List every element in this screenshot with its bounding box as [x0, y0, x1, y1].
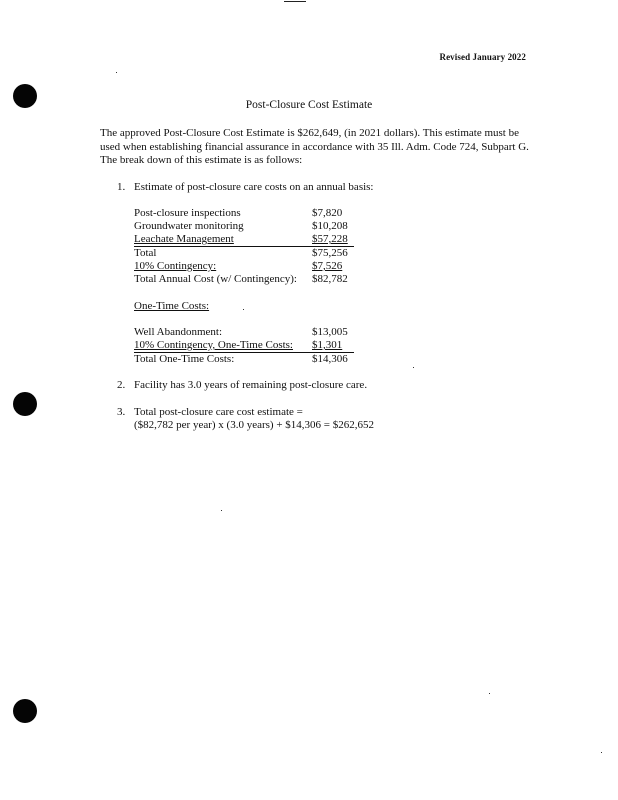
- scan-speck: [116, 72, 117, 73]
- row-value: $10,208: [312, 220, 348, 232]
- table-row-total: [134, 247, 354, 260]
- row-label: Total: [134, 247, 157, 259]
- punch-hole-bottom: [13, 699, 37, 723]
- table-row-onetime-total: [134, 353, 354, 366]
- table-row-groundwater: [134, 220, 354, 233]
- item-text: Estimate of post-closure care costs on an annual basis:: [134, 181, 374, 193]
- row-value: $75,256: [312, 247, 348, 259]
- row-label: Well Abandonment:: [134, 326, 223, 338]
- table-row-leachate: [134, 233, 354, 247]
- table-row-onetime-contingency: [134, 339, 354, 353]
- item-number: 3.: [117, 406, 126, 418]
- scan-speck: [601, 752, 602, 753]
- item-number: 2.: [117, 379, 126, 391]
- scan-speck: [243, 309, 244, 310]
- scan-speck: [413, 367, 414, 368]
- scan-speck: [489, 693, 490, 694]
- row-value: $14,306: [312, 353, 348, 365]
- item-number: 1.: [117, 181, 126, 193]
- row-value: $1,301: [312, 339, 343, 351]
- row-label: Leachate Management: [134, 233, 234, 245]
- row-label: Groundwater monitoring: [134, 220, 244, 232]
- row-label: 10% Contingency, One-Time Costs:: [134, 339, 293, 351]
- table-row-annual-total: [134, 273, 354, 286]
- row-label: Total Annual Cost (w/ Contingency):: [134, 273, 297, 285]
- item-text: Facility has 3.0 years of remaining post-closure care.: [134, 379, 368, 391]
- table-row-contingency: [134, 260, 354, 273]
- intro-paragraph: The approved Post-Closure Cost Estimate is $262,649, (in 2021 dollars). This estimate must be used when establishing financial assurance in accordance with 35 Ill. Adm. Code 724, Subpart G. The break down of this estimate is as follows:: [100, 127, 529, 166]
- onetime-heading: One-Time Costs:: [134, 300, 210, 312]
- punch-hole-middle: [13, 392, 37, 416]
- row-value: $57,228: [312, 233, 348, 245]
- row-label: 10% Contingency:: [134, 260, 217, 272]
- table-row-inspections: [134, 207, 354, 220]
- scan-mark: [284, 1, 306, 2]
- row-value: $82,782: [312, 273, 348, 285]
- revised-date: Revised January 2022: [439, 52, 526, 62]
- row-value: $7,526: [312, 260, 343, 272]
- document-title: Post-Closure Cost Estimate: [245, 99, 373, 111]
- item-text-line2: ($82,782 per year) x (3.0 years) + $14,306 = $262,652: [134, 419, 374, 431]
- row-value: $13,005: [312, 326, 348, 338]
- row-label: Total One-Time Costs:: [134, 353, 235, 365]
- item-text-line1: Total post-closure care cost estimate =: [134, 406, 303, 418]
- scan-speck: [221, 510, 222, 511]
- row-label: Post-closure inspections: [134, 207, 241, 219]
- row-value: $7,820: [312, 207, 343, 219]
- table-row-well-abandonment: [134, 326, 354, 339]
